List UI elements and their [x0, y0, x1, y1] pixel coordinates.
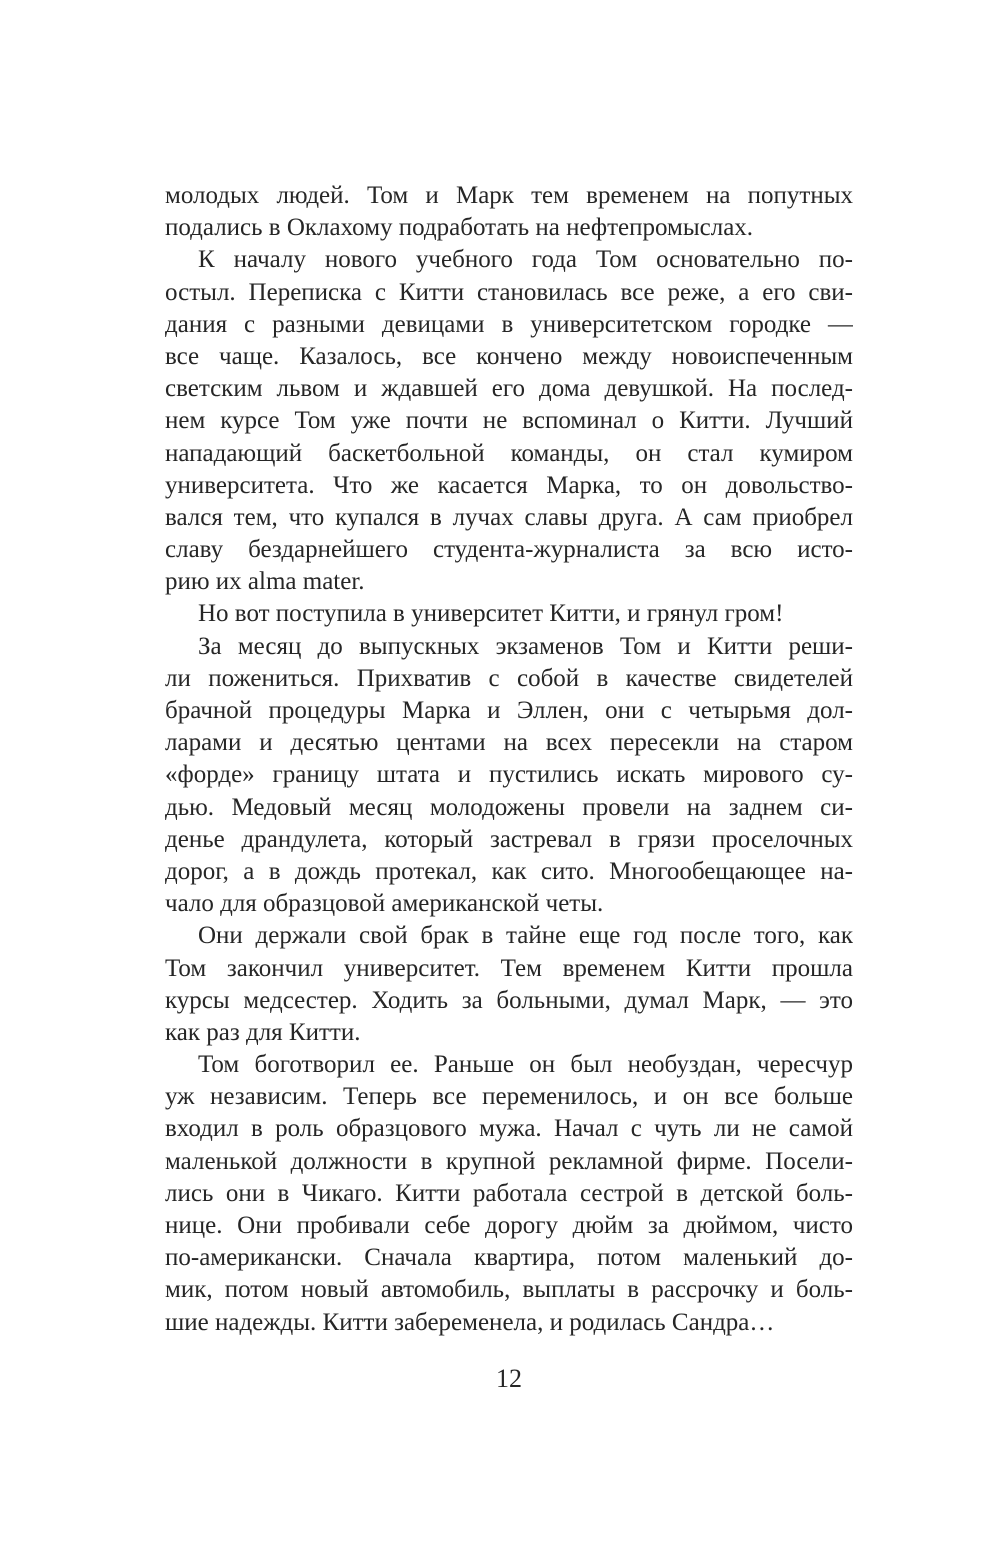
paragraph [165, 1049, 853, 1339]
text-line: остыл. Переписка с Китти становилась все реже, а его сви- [165, 278, 853, 306]
text-line: Том боготворил ее. Раньше он был необуздан, чересчур [198, 1051, 853, 1079]
text-line: дью. Медовый месяц молодожены провели на заднем си- [165, 793, 853, 821]
text-line: дорог, а в дождь протекал, как сито. Многообещающее на- [165, 857, 853, 885]
paragraph [165, 180, 853, 244]
text-line: Том закончил университет. Тем временем Китти прошла [165, 954, 853, 982]
text-line: шие надежды. Китти забеременела, и родилась Сандра… [165, 1308, 775, 1336]
text-line: по-американски. Сначала квартира, потом маленький до- [165, 1244, 853, 1272]
page-text-block [165, 180, 853, 1339]
text-line: За месяц до выпускных экзаменов Том и Китти реши- [198, 632, 853, 660]
text-line: славу бездарнейшего студента-журналиста за всю исто- [165, 536, 853, 564]
text-line: молодых людей. Том и Марк тем временем на попутных [165, 182, 853, 209]
text-line: чало для образцовой американской четы. [165, 890, 604, 918]
text-line: денье драндулета, который застревал в грязи проселочных [165, 825, 853, 853]
text-line: мик, потом новый автомобиль, выплаты в рассрочку и боль- [165, 1276, 853, 1304]
text-line: нице. Они пробивали себе дорогу дюйм за дюймом, чисто [165, 1212, 853, 1239]
text-line: как раз для Китти. [165, 1018, 361, 1046]
text-line: уж независим. Теперь все переменилось, и он все больше [165, 1083, 853, 1111]
text-line: Они держали свой брак в тайне еще год после того, как [198, 922, 853, 950]
text-line: вался тем, что купался в лучах славы друга. А сам приобрел [165, 503, 853, 531]
paragraph [165, 598, 853, 630]
paragraph [165, 244, 853, 598]
page-number: 12 [496, 1364, 522, 1393]
text-line: рию их alma mater. [165, 568, 365, 596]
text-line: К началу нового учебного года Том основательно по- [198, 246, 853, 274]
text-line: ларами и десятью центами на всех пересекли на старом [165, 729, 853, 757]
text-line: подались в Оклахому подработать на нефтепромыслах. [165, 214, 754, 242]
text-line: нем курсе Том уже почти не вспоминал о Китти. Лучший [165, 407, 853, 435]
text-line: нападающий баскетбольной команды, он стал кумиром [165, 439, 853, 467]
text-line: маленькой должности в крупной рекламной фирме. Посели- [165, 1147, 853, 1175]
paragraph [165, 631, 853, 921]
text-line: дания с разными девицами в университетском городке — [165, 310, 853, 338]
paragraph [165, 920, 853, 1049]
text-line: Но вот поступила в университет Китти, и грянул гром! [198, 600, 784, 628]
text-line: брачной процедуры Марка и Эллен, они с четырьмя дол- [165, 697, 853, 724]
text-line: университета. Что же касается Марка, то он довольство- [165, 471, 853, 499]
text-line: курсы медсестер. Ходить за больными, думал Марк, — это [165, 986, 853, 1014]
text-line: лись они в Чикаго. Китти работала сестрой в детской боль- [165, 1179, 853, 1207]
text-line: ли пожениться. Прихватив с собой в качестве свидетелей [165, 664, 853, 692]
text-line: «форде» границу штата и пустились искать мирового су- [165, 761, 853, 789]
text-line: входил в роль образцового мужа. Начал с чуть ли не самой [165, 1115, 853, 1143]
text-line: светским львом и ждавшей его дома девушкой. На послед- [165, 375, 853, 403]
text-line: все чаще. Казалось, все кончено между новоиспеченным [165, 342, 853, 370]
